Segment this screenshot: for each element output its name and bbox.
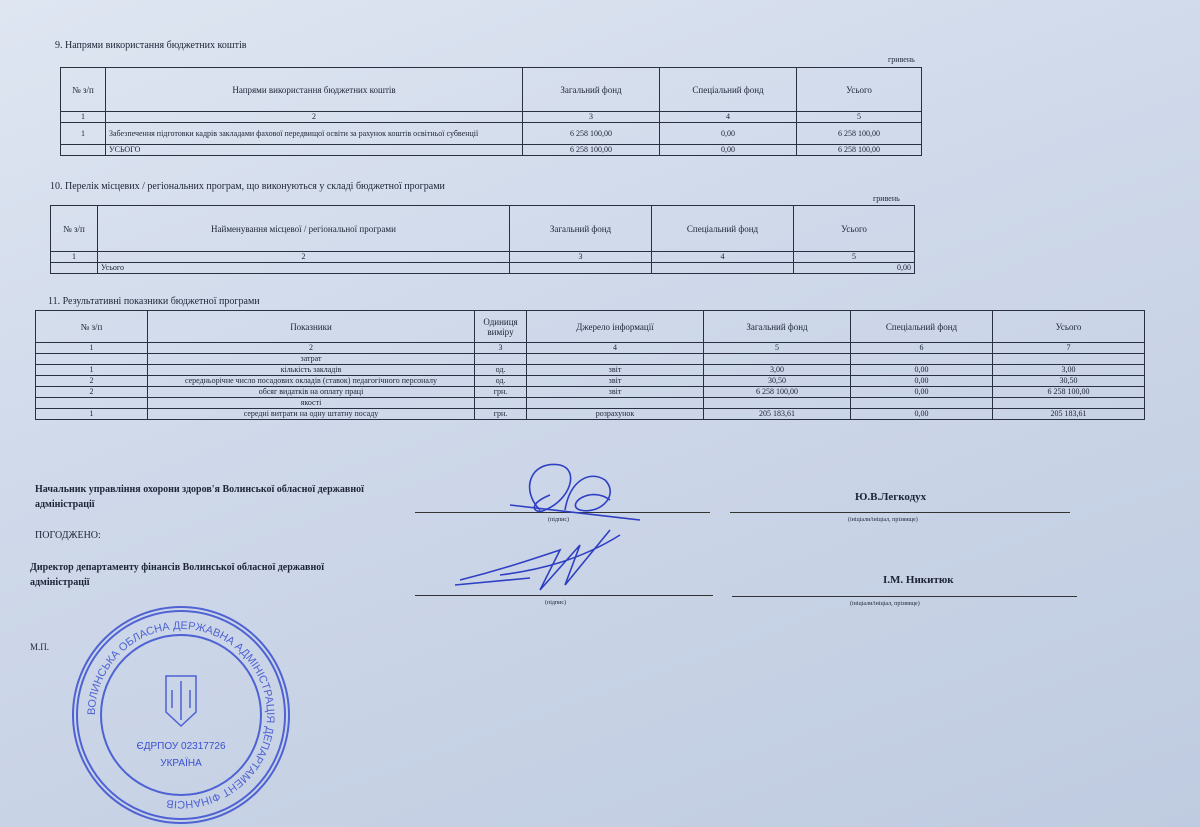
table-cell: [527, 398, 704, 409]
col-header: Напрями використання бюджетних коштів: [106, 68, 523, 112]
stamp-code: ЄДРПОУ 02317726: [136, 741, 226, 752]
col-header: Загальний фонд: [523, 68, 660, 112]
seal-mark: М.П.: [30, 642, 50, 652]
name-caption: (ініціали/ініціал, прізвище): [850, 601, 920, 607]
table-cell: [851, 398, 993, 409]
table-cell: розрахунок: [527, 409, 704, 420]
table-cell: 3: [523, 112, 660, 123]
section-9-table: [60, 67, 922, 156]
table-cell: [993, 354, 1145, 365]
table-cell: 1: [36, 365, 148, 376]
table-cell: од.: [475, 365, 527, 376]
table-cell: 5: [797, 112, 922, 123]
table-row: [36, 409, 1145, 420]
agreed-label: ПОГОДЖЕНО:: [35, 530, 101, 541]
head-title: Начальник управління охорони здоров'я Волинської обласної державної адміністрації: [35, 484, 364, 510]
table-cell: звіт: [527, 365, 704, 376]
director-name: І.М. Никитюк: [883, 574, 954, 586]
table-cell: [475, 354, 527, 365]
col-header: Одиниця виміру: [475, 311, 527, 343]
table-cell: [51, 263, 98, 274]
table-cell: 1: [36, 343, 148, 354]
head-name: Ю.В.Легкодух: [855, 491, 927, 503]
table-row: [61, 123, 922, 145]
col-header: № з/п: [61, 68, 106, 112]
table-cell: обсяг видатків на оплату праці: [148, 387, 475, 398]
official-stamp: [70, 604, 292, 826]
table-cell: 3,00: [993, 365, 1145, 376]
col-header: Спеціальний фонд: [652, 206, 794, 252]
group-row: [36, 354, 1145, 365]
section-9-unit: гривень: [888, 55, 915, 64]
table-cell: Усього: [98, 263, 510, 274]
table-cell: 6 258 100,00: [797, 145, 922, 156]
table-cell: 2: [36, 387, 148, 398]
table-cell: 0,00: [851, 365, 993, 376]
table-cell: середньорічне число посадових окладів (ставок) педагогічного персоналу: [148, 376, 475, 387]
table-cell: [704, 354, 851, 365]
table-cell: 1: [51, 252, 98, 263]
table-cell: [652, 263, 794, 274]
table-row: [36, 365, 1145, 376]
table-cell: [61, 145, 106, 156]
table-cell: 1: [61, 112, 106, 123]
table-cell: УСЬОГО: [106, 145, 523, 156]
handwritten-signature: [440, 450, 660, 600]
table-cell: 6 258 100,00: [523, 145, 660, 156]
signature-caption: (підпис): [548, 517, 570, 523]
column-number-row: [36, 343, 1145, 354]
column-number-row: [61, 112, 922, 123]
table-cell: 2: [98, 252, 510, 263]
col-header: № з/п: [36, 311, 148, 343]
table-cell: 205 183,61: [704, 409, 851, 420]
table-cell: 3: [510, 252, 652, 263]
col-header: Спеціальний фонд: [660, 68, 797, 112]
name-line: [730, 512, 1070, 513]
table-cell: 4: [652, 252, 794, 263]
table-cell: 0,00: [660, 123, 797, 145]
table-cell: [36, 354, 148, 365]
table-cell: звіт: [527, 387, 704, 398]
col-header: Загальний фонд: [704, 311, 851, 343]
section-9-title: 9. Напрями використання бюджетних коштів: [55, 40, 247, 51]
signature-caption: (підпис): [545, 600, 567, 606]
section-10-title: 10. Перелік місцевих / регіональних програм, що виконуються у складі бюджетної програми: [50, 181, 445, 192]
section-10-table: [50, 205, 915, 274]
table-cell: 0,00: [851, 376, 993, 387]
table-cell: [527, 354, 704, 365]
table-cell: 0,00: [851, 387, 993, 398]
stamp-text: ВОЛИНСЬКА ОБЛАСНА ДЕРЖАВНА АДМІНІСТРАЦІЯ ДЕПАРТАМЕНТ ФІНАНСІВ: [85, 619, 277, 811]
table-cell: 1: [61, 123, 106, 145]
table-cell: 4: [527, 343, 704, 354]
col-header: Усього: [993, 311, 1145, 343]
table-cell: кількість закладів: [148, 365, 475, 376]
table-cell: 3,00: [704, 365, 851, 376]
section-11-title: 11. Результативні показники бюджетної програми: [48, 296, 260, 307]
table-cell: 6 258 100,00: [797, 123, 922, 145]
table-cell: 7: [993, 343, 1145, 354]
table-row: [36, 376, 1145, 387]
table-cell: 1: [36, 409, 148, 420]
name-line: [732, 596, 1077, 597]
table-cell: 2: [148, 343, 475, 354]
table-cell: [704, 398, 851, 409]
table-cell: 30,50: [704, 376, 851, 387]
col-header: № з/п: [51, 206, 98, 252]
group-row: [36, 398, 1145, 409]
table-cell: 0,00: [794, 263, 915, 274]
table-cell: [36, 398, 148, 409]
section-11-table: [35, 310, 1145, 420]
table-cell: од.: [475, 376, 527, 387]
col-header: Загальний фонд: [510, 206, 652, 252]
column-number-row: [51, 252, 915, 263]
table-cell: 0,00: [851, 409, 993, 420]
total-row: [61, 145, 922, 156]
table-cell: 3: [475, 343, 527, 354]
total-row: [51, 263, 915, 274]
table-cell: 5: [794, 252, 915, 263]
table-cell: 5: [704, 343, 851, 354]
table-cell: [851, 354, 993, 365]
table-cell: [475, 398, 527, 409]
table-cell: Забезпечення підготовки кадрів закладами фахової передвищої освіти за рахунок коштів освітньої субвенції: [106, 123, 523, 145]
director-title: Директор департаменту фінансів Волинської обласної державної адміністрації: [30, 562, 324, 588]
table-cell: 30,50: [993, 376, 1145, 387]
table-cell: 6 258 100,00: [704, 387, 851, 398]
table-cell: [993, 398, 1145, 409]
table-cell: грн.: [475, 409, 527, 420]
table-cell: 6 258 100,00: [993, 387, 1145, 398]
stamp-country: УКРАЇНА: [160, 758, 202, 769]
table-cell: 2: [106, 112, 523, 123]
table-cell: звіт: [527, 376, 704, 387]
col-header: Усього: [797, 68, 922, 112]
table-cell: 6 258 100,00: [523, 123, 660, 145]
col-header: Найменування місцевої / регіональної програми: [98, 206, 510, 252]
section-10-unit: гривень: [873, 194, 900, 203]
table-cell: 205 183,61: [993, 409, 1145, 420]
table-cell: якості: [148, 398, 475, 409]
table-cell: 4: [660, 112, 797, 123]
table-row: [36, 387, 1145, 398]
table-cell: 2: [36, 376, 148, 387]
col-header: Усього: [794, 206, 915, 252]
col-header: Показники: [148, 311, 475, 343]
table-cell: 6: [851, 343, 993, 354]
table-cell: грн.: [475, 387, 527, 398]
table-cell: середні витрати на одну штатну посаду: [148, 409, 475, 420]
table-cell: [510, 263, 652, 274]
table-cell: затрат: [148, 354, 475, 365]
col-header: Спеціальний фонд: [851, 311, 993, 343]
col-header: Джерело інформації: [527, 311, 704, 343]
table-cell: 0,00: [660, 145, 797, 156]
name-caption: (ініціали/ініціал, прізвище): [848, 517, 918, 523]
